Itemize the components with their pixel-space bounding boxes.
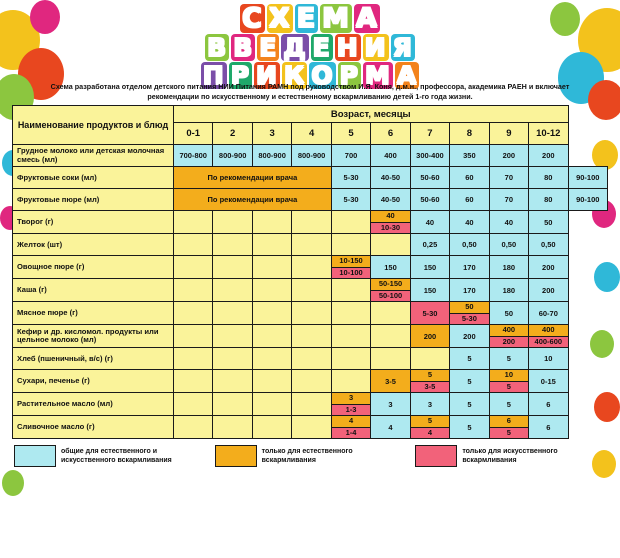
cell-r12-c1 [213, 416, 252, 439]
cell-value-top: 10-150 [332, 256, 370, 268]
cell-r0-c1: 800-900 [213, 145, 252, 167]
cell-r12-c3 [292, 416, 331, 439]
cell-r11-c9: 6 [529, 393, 568, 416]
legend-item-1 [215, 445, 406, 467]
table-body [13, 145, 608, 439]
cell-r5-c3 [292, 256, 331, 279]
legend-swatch [14, 445, 56, 467]
cell-r3-c8: 40 [489, 211, 528, 234]
cell-r9-c6 [410, 348, 449, 370]
header-age-col-3: 3 [252, 123, 291, 145]
cell-r12-c8 [489, 416, 528, 439]
subtitle-text: Схема разработана отделом детского питания НИИ Питания РАМН под руководством И.Я. Коня, д.м.н., профессора, академика РАЕН и включает рекомендации по искусственному и естественному вскармливанию детей 1-го года жизни. [50, 82, 570, 101]
cell-r7-c7 [450, 302, 489, 325]
cell-r7-c6: 5-30 [410, 302, 449, 325]
row-product-name: Желток (шт) [13, 234, 174, 256]
cell-r5-c4 [331, 256, 370, 279]
cell-r6-c8: 180 [489, 279, 528, 302]
cell-r5-c0 [174, 256, 213, 279]
cell-r5-c8: 180 [489, 256, 528, 279]
cell-r4-c3 [292, 234, 331, 256]
cell-value-bottom: 5 [490, 382, 528, 393]
legend-label: только для естественного вскармливания [261, 448, 353, 465]
cell-r3-c9: 50 [529, 211, 568, 234]
header-age-col-4: 4 [292, 123, 331, 145]
header-age-col-0-1: 0-1 [174, 123, 213, 145]
cell-r6-c0 [174, 279, 213, 302]
cell-r5-c5: 150 [371, 256, 410, 279]
table-row [13, 145, 608, 167]
cell-r7-c4 [331, 302, 370, 325]
cell-r6-c1 [213, 279, 252, 302]
cell-value-top: 50-150 [371, 279, 409, 291]
cell-r1-c5: 70 [489, 167, 528, 189]
table-row [13, 256, 608, 279]
cell-r11-c0 [174, 393, 213, 416]
cell-r5-c2 [252, 256, 291, 279]
cell-value-bottom: 3-5 [411, 382, 449, 393]
cell-r12-c2 [252, 416, 291, 439]
cell-value-top: 400 [490, 325, 528, 337]
cell-r8-c0 [174, 325, 213, 348]
cell-r3-c1 [213, 211, 252, 234]
cell-r0-c5: 400 [371, 145, 410, 167]
cell-r2-c3: 50-60 [410, 189, 449, 211]
legend-swatch [215, 445, 257, 467]
legend-swatch [415, 445, 457, 467]
cell-r6-c5 [371, 279, 410, 302]
cell-value-bottom: 4 [411, 428, 449, 439]
cell-r11-c3 [292, 393, 331, 416]
cell-r10-c9: 0-15 [529, 370, 568, 393]
table-row [13, 325, 608, 348]
cell-r5-c7: 170 [450, 256, 489, 279]
cell-r8-c5 [371, 325, 410, 348]
cell-r10-c3 [292, 370, 331, 393]
cell-value-bottom: 5 [490, 428, 528, 439]
cell-r2-c7: 90-100 [568, 189, 607, 211]
cell-r1-c6: 80 [529, 167, 568, 189]
cell-r11-c7: 5 [450, 393, 489, 416]
cell-r7-c8: 50 [489, 302, 528, 325]
cell-r4-c1 [213, 234, 252, 256]
cell-r6-c2 [252, 279, 291, 302]
cell-value-top: 5 [411, 416, 449, 428]
title-letter: Р [339, 61, 359, 90]
row-product-name: Растительное масло (мл) [13, 393, 174, 416]
balloon-decoration [2, 470, 24, 496]
cell-r9-c4 [331, 348, 370, 370]
cell-r9-c3 [292, 348, 331, 370]
title-letter: Е [312, 33, 331, 62]
cell-r0-c3: 800-900 [292, 145, 331, 167]
feeding-schedule-table [12, 105, 608, 439]
cell-r5-c6: 150 [410, 256, 449, 279]
cell-r9-c7: 5 [450, 348, 489, 370]
row-product-name: Каша (г) [13, 279, 174, 302]
cell-r12-c5: 4 [371, 416, 410, 439]
cell-r6-c3 [292, 279, 331, 302]
title-letter: Р [230, 61, 251, 90]
cell-r10-c6 [410, 370, 449, 393]
title-letter: В [233, 33, 254, 62]
table-row [13, 393, 608, 416]
title-letter: А [356, 3, 378, 34]
cell-r8-c7: 200 [450, 325, 489, 348]
table-head [13, 106, 608, 145]
cell-r11-c5: 3 [371, 393, 410, 416]
cell-r7-c3 [292, 302, 331, 325]
cell-r0-c0: 700-800 [174, 145, 213, 167]
legend-label: только для искусственного вскармливания [462, 448, 558, 465]
title-letter: И [364, 33, 387, 62]
poster-title [0, 0, 620, 90]
cell-r3-c5 [371, 211, 410, 234]
cell-r4-c4 [331, 234, 370, 256]
table-row [13, 234, 608, 256]
cell-r4-c2 [252, 234, 291, 256]
table-row [13, 211, 608, 234]
row-product-name: Фруктовые пюре (мл) [13, 189, 174, 211]
cell-r8-c4 [331, 325, 370, 348]
cell-r0-c9: 200 [529, 145, 568, 167]
cell-value-top: 4 [332, 416, 370, 428]
title-line-2 [0, 34, 620, 61]
cell-value-top: 6 [490, 416, 528, 428]
cell-r4-c0 [174, 234, 213, 256]
title-letter: О [311, 61, 334, 90]
cell-r10-c7: 5 [450, 370, 489, 393]
cell-r2-c2: 40-50 [371, 189, 410, 211]
cell-r10-c5: 3-5 [371, 370, 410, 393]
title-letter: Е [259, 33, 278, 62]
table-row [13, 370, 608, 393]
cell-r5-c1 [213, 256, 252, 279]
cell-value-top: 400 [529, 325, 567, 337]
cell-r9-c2 [252, 348, 291, 370]
cell-r10-c4 [331, 370, 370, 393]
cell-value-bottom: 10-30 [371, 223, 409, 234]
cell-r11-c8: 5 [489, 393, 528, 416]
row-product-name: Кефир и др. кисломол. продукты или цельное молоко (мл) [13, 325, 174, 348]
cell-r4-c6: 0,25 [410, 234, 449, 256]
cell-r10-c8 [489, 370, 528, 393]
cell-r8-c6: 200 [410, 325, 449, 348]
cell-r12-c7: 5 [450, 416, 489, 439]
cell-r4-c5 [371, 234, 410, 256]
title-letter: М [322, 3, 351, 34]
row-product-name: Овощное пюре (г) [13, 256, 174, 279]
cell-r4-c7: 0,50 [450, 234, 489, 256]
cell-r1-c4: 60 [450, 167, 489, 189]
cell-r1-c7: 90-100 [568, 167, 607, 189]
row-product-name: Хлеб (пшеничный, в/с) (г) [13, 348, 174, 370]
cell-r7-c2 [252, 302, 291, 325]
cell-r2-c4: 60 [450, 189, 489, 211]
cell-r6-c6: 150 [410, 279, 449, 302]
cell-r2-c5: 70 [489, 189, 528, 211]
cell-r7-c0 [174, 302, 213, 325]
table-row [13, 348, 608, 370]
cell-r4-c8: 0,50 [489, 234, 528, 256]
cell-r3-c0 [174, 211, 213, 234]
title-letter: С [242, 3, 263, 34]
table-row [13, 167, 608, 189]
title-letter: Н [336, 33, 359, 62]
header-product-name: Наименование продуктов и блюд [13, 106, 174, 145]
row-product-name: Сливочное масло (г) [13, 416, 174, 439]
header-age-col-10-12: 10-12 [529, 123, 568, 145]
title-letter: П [202, 61, 225, 90]
row-product-name: Грудное молоко или детская молочная смесь (мл) [13, 145, 174, 167]
legend-item-2 [415, 445, 606, 467]
cell-value-top: 3 [332, 393, 370, 405]
title-letter: Е [296, 3, 317, 34]
cell-r11-c4 [331, 393, 370, 416]
cell-r1-c3: 50-60 [410, 167, 449, 189]
title-line-1 [0, 4, 620, 33]
title-letter: В [207, 33, 228, 62]
title-letter: М [364, 61, 391, 90]
legend [0, 439, 620, 467]
cell-r0-c6: 300-400 [410, 145, 449, 167]
cell-r3-c3 [292, 211, 331, 234]
cell-value-bottom: 200 [490, 337, 528, 348]
header-age-col-2: 2 [213, 123, 252, 145]
cell-r0-c7: 350 [450, 145, 489, 167]
table-row [13, 302, 608, 325]
cell-r8-c8 [489, 325, 528, 348]
header-age-col-8: 8 [450, 123, 489, 145]
cell-r8-c3 [292, 325, 331, 348]
cell-r6-c4 [331, 279, 370, 302]
cell-r1-c0: По рекомендации врача [174, 167, 332, 189]
legend-item-0 [14, 445, 205, 467]
cell-value-top: 5 [411, 370, 449, 382]
cell-r3-c7: 40 [450, 211, 489, 234]
cell-r12-c6 [410, 416, 449, 439]
cell-r7-c1 [213, 302, 252, 325]
cell-r6-c9: 200 [529, 279, 568, 302]
cell-r12-c4 [331, 416, 370, 439]
cell-r12-c9: 6 [529, 416, 568, 439]
cell-value-top: 10 [490, 370, 528, 382]
cell-r7-c9: 60-70 [529, 302, 568, 325]
title-letter: А [396, 61, 418, 90]
cell-value-bottom: 1-4 [332, 428, 370, 439]
cell-value-bottom: 1-3 [332, 405, 370, 416]
cell-value-bottom: 5-30 [450, 314, 488, 325]
cell-r11-c6: 3 [410, 393, 449, 416]
cell-r9-c5 [371, 348, 410, 370]
cell-r11-c1 [213, 393, 252, 416]
cell-value-bottom: 10-100 [332, 268, 370, 279]
legend-label: общие для естественного и искусственного вскармливания [61, 448, 172, 465]
cell-r10-c0 [174, 370, 213, 393]
cell-r2-c0: По рекомендации врача [174, 189, 332, 211]
cell-r5-c9: 200 [529, 256, 568, 279]
title-letter: И [256, 61, 278, 90]
cell-r9-c8: 5 [489, 348, 528, 370]
header-age-col-5: 5 [331, 123, 370, 145]
title-letter: Д [283, 33, 307, 62]
cell-r3-c4 [331, 211, 370, 234]
header-age-col-6: 6 [371, 123, 410, 145]
cell-r0-c8: 200 [489, 145, 528, 167]
cell-r10-c2 [252, 370, 291, 393]
header-age-col-7: 7 [410, 123, 449, 145]
row-product-name: Творог (г) [13, 211, 174, 234]
cell-r8-c2 [252, 325, 291, 348]
cell-value-bottom: 400-600 [529, 337, 567, 348]
cell-r9-c1 [213, 348, 252, 370]
cell-r1-c2: 40-50 [371, 167, 410, 189]
header-age-group: Возраст, месяцы [174, 106, 569, 123]
header-age-col-9: 9 [489, 123, 528, 145]
cell-r11-c2 [252, 393, 291, 416]
cell-r1-c1: 5-30 [331, 167, 370, 189]
row-product-name: Фруктовые соки (мл) [13, 167, 174, 189]
cell-r0-c4: 700 [331, 145, 370, 167]
table-header-row-1 [13, 106, 608, 123]
table-row [13, 189, 608, 211]
cell-r3-c6: 40 [410, 211, 449, 234]
cell-r0-c2: 800-900 [252, 145, 291, 167]
cell-r4-c9: 0,50 [529, 234, 568, 256]
cell-r3-c2 [252, 211, 291, 234]
cell-r6-c7: 170 [450, 279, 489, 302]
cell-r9-c9: 10 [529, 348, 568, 370]
cell-value-top: 40 [371, 211, 409, 223]
cell-value-top: 50 [450, 302, 488, 314]
cell-r2-c1: 5-30 [331, 189, 370, 211]
row-product-name: Мясное пюре (г) [13, 302, 174, 325]
cell-r7-c5 [371, 302, 410, 325]
cell-r10-c1 [213, 370, 252, 393]
cell-r12-c0 [174, 416, 213, 439]
title-letter: К [283, 61, 306, 90]
cell-r8-c1 [213, 325, 252, 348]
cell-r8-c9 [529, 325, 568, 348]
table-row [13, 279, 608, 302]
row-product-name: Сухари, печенье (г) [13, 370, 174, 393]
title-letter: Х [268, 3, 291, 34]
cell-r9-c0 [174, 348, 213, 370]
schedule-table-wrapper [0, 105, 620, 439]
cell-r2-c6: 80 [529, 189, 568, 211]
cell-value-bottom: 50-100 [371, 291, 409, 302]
table-row [13, 416, 608, 439]
title-letter: Я [392, 33, 413, 62]
